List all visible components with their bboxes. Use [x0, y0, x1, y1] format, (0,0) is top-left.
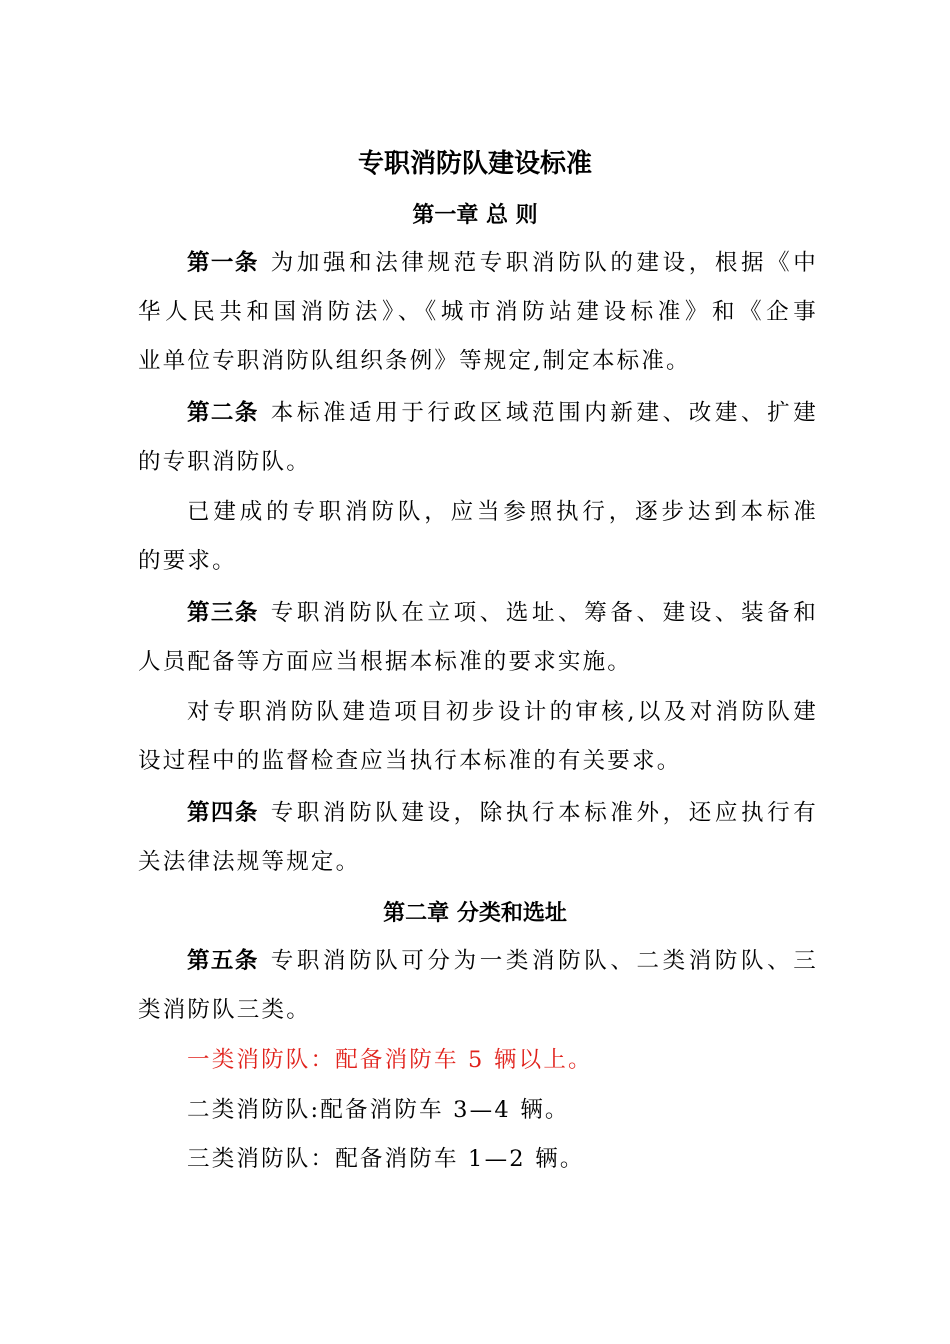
article-3-label: 第三条	[187, 600, 259, 626]
article-5-text-1: 专职消防队可分为一类消防队、二类消防队、三	[270, 948, 818, 974]
class-1-fire-brigade: 一类消防队：配备消防车 5 辆以上。	[187, 1047, 593, 1073]
article-1-label: 第一条	[187, 250, 259, 276]
article-1-line-2: 华人民共和国消防法》、《城市消防站建设标准》和《企事	[138, 299, 818, 325]
article-5-line-1	[187, 946, 818, 976]
article-1-text-1: 为加强和法律规范专职消防队的建设，根据《中	[270, 250, 818, 276]
article-2-para-2-line-1: 已建成的专职消防队，应当参照执行，逐步达到本标准	[187, 499, 818, 525]
article-1-line-3: 业单位专职消防队组织条例》等规定,制定本标准。	[138, 348, 691, 374]
article-2-text-1: 本标准适用于行政区域范围内新建、改建、扩建	[270, 400, 818, 426]
article-3-line-2: 人员配备等方面应当根据本标准的要求实施。	[138, 649, 633, 675]
article-4-line-2: 关法律法规等规定。	[138, 849, 361, 875]
article-5-line-2: 类消防队三类。	[138, 997, 311, 1023]
article-4-text-1: 专职消防队建设，除执行本标准外，还应执行有	[270, 800, 818, 826]
article-5-label: 第五条	[187, 948, 259, 974]
document-title: 专职消防队建设标准	[357, 149, 592, 179]
article-3-para-2-line-1: 对专职消防队建造项目初步设计的审核,以及对消防队建	[187, 699, 818, 725]
article-2-line-2: 的专职消防队。	[138, 449, 311, 475]
article-3-line-1	[187, 598, 818, 628]
article-2-label: 第二条	[187, 400, 259, 426]
article-3-para-2-line-2: 设过程中的监督检查应当执行本标准的有关要求。	[138, 748, 682, 774]
class-2-fire-brigade: 二类消防队:配备消防车 3—4 辆。	[187, 1097, 570, 1123]
article-3-text-1: 专职消防队在立项、选址、筹备、建设、装备和	[270, 600, 818, 626]
article-1-line-1	[187, 248, 818, 278]
class-3-fire-brigade: 三类消防队：配备消防车 1—2 辆。	[187, 1146, 585, 1172]
article-2-para-2-line-2: 的要求。	[138, 548, 237, 574]
article-2-line-1	[187, 398, 818, 428]
article-4-label: 第四条	[187, 800, 259, 826]
chapter-heading-2: 第二章 分类和选址	[383, 901, 567, 926]
chapter-heading-1: 第一章 总 则	[412, 203, 538, 228]
article-4-line-1	[187, 798, 818, 828]
